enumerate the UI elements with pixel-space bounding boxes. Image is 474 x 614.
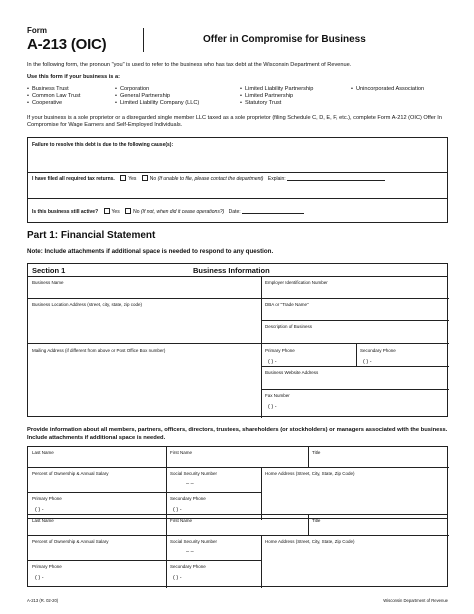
- location-address-label: Business Location Address (street, city, state, zip code): [32, 302, 142, 307]
- explain-field[interactable]: [287, 176, 385, 181]
- business-active-row: [32, 208, 451, 215]
- divider: [356, 343, 357, 366]
- title-field[interactable]: [309, 515, 448, 535]
- location-address-field[interactable]: [28, 299, 260, 343]
- primary-phone-label: Primary Phone: [32, 564, 62, 569]
- ssn-label: Social Security Number: [170, 471, 218, 476]
- list-item: • Cooperative: [27, 100, 80, 107]
- home-address-field[interactable]: [262, 468, 448, 519]
- secondary-phone-field[interactable]: ( ) -: [363, 359, 372, 365]
- business-types-col-4: [351, 86, 424, 93]
- secondary-phone-field[interactable]: ( ) -: [173, 575, 182, 581]
- list-item: • Statutory Trust: [240, 100, 313, 107]
- filed-no-checkbox[interactable]: [142, 175, 148, 181]
- first-name-label: First Name: [170, 450, 193, 455]
- primary-phone-field[interactable]: ( ) -: [35, 575, 44, 581]
- first-name-label: First Name: [170, 518, 193, 523]
- last-name-label: Last Name: [32, 450, 54, 455]
- ssn-field[interactable]: – –: [186, 481, 194, 487]
- ein-label: Employer Identification Number: [265, 280, 328, 285]
- divider: [261, 389, 449, 390]
- website-label: Business Website Address: [265, 370, 319, 375]
- divider: [28, 172, 447, 173]
- first-name-field[interactable]: [167, 447, 308, 467]
- primary-phone-field[interactable]: ( ) -: [35, 507, 44, 513]
- active-no-label: No: [133, 209, 140, 215]
- secondary-phone-label: Secondary Phone: [360, 348, 396, 353]
- secondary-phone-label: Secondary Phone: [170, 564, 206, 569]
- ownership-label: Percent of Ownership & Annual Salary: [32, 539, 109, 544]
- fax-label: Fax Number: [265, 393, 290, 398]
- business-name-field[interactable]: [28, 278, 260, 298]
- part1-title: Part 1: Financial Statement: [27, 230, 156, 241]
- list-item: • Corporation: [115, 86, 199, 93]
- filed-returns-row: [32, 175, 451, 182]
- filed-yes-label: Yes: [128, 176, 137, 182]
- last-name-field[interactable]: [28, 447, 166, 467]
- secondary-phone-field[interactable]: ( ) -: [173, 507, 182, 513]
- list-item: • Limited Liability Company (LLC): [115, 100, 199, 107]
- members-intro: Provide information about all members, partners, officers, directors, trustees, shareholders (or stockholders) or managers associated with the business. Include attachments if additional space is needed.: [27, 427, 448, 441]
- home-address-label: Home Address (Street, City, State, Zip Code): [265, 471, 355, 476]
- filed-yes-checkbox[interactable]: [120, 175, 126, 181]
- mailing-address-field[interactable]: [28, 344, 260, 417]
- date-label: Date:: [228, 209, 241, 215]
- document-title: Offer in Compromise for Business: [203, 34, 366, 45]
- debt-cause-box: [27, 137, 448, 223]
- first-name-field[interactable]: [167, 515, 308, 535]
- primary-phone-field[interactable]: ( ) -: [268, 359, 277, 365]
- mailing-address-label: Mailing Address (if different from above or Post Office Box number): [32, 348, 166, 353]
- list-item: • Business Trust: [27, 86, 80, 93]
- divider: [28, 198, 447, 199]
- ownership-field[interactable]: [28, 536, 166, 560]
- part1-note: Note: Include attachments if additional space is needed to respond to any question.: [27, 248, 274, 255]
- description-field[interactable]: [262, 321, 448, 343]
- home-address-field[interactable]: [262, 536, 448, 587]
- business-types-col-2: [115, 86, 199, 107]
- divider: [166, 560, 167, 588]
- primary-phone-label: Primary Phone: [32, 496, 62, 501]
- business-active-label: Is this business still active?: [32, 209, 99, 215]
- primary-phone-label: Primary Phone: [265, 348, 295, 353]
- list-item: • Limited Liability Partnership: [240, 86, 313, 93]
- section1-title: Business Information: [193, 266, 270, 275]
- fax-field[interactable]: ( ) -: [268, 404, 277, 410]
- website-field[interactable]: [262, 367, 448, 389]
- business-types-col-1: [27, 86, 80, 107]
- dba-field[interactable]: [262, 299, 448, 320]
- ssn-label: Social Security Number: [170, 539, 218, 544]
- section1-header: [28, 264, 447, 277]
- list-item: • Unincorporated Association: [351, 86, 424, 93]
- use-heading: Use this form if your business is a:: [27, 74, 120, 80]
- active-yes-label: Yes: [111, 209, 120, 215]
- active-no-note: (If not, when did it cease operations?): [140, 209, 225, 215]
- title-divider: [143, 28, 144, 52]
- ownership-label: Percent of Ownership & Annual Salary: [32, 471, 109, 476]
- form-label: Form: [27, 26, 47, 35]
- cease-date-field[interactable]: [242, 209, 304, 214]
- divider: [28, 560, 261, 561]
- ein-field[interactable]: [262, 278, 448, 298]
- home-address-label: Home Address (Street, City, State, Zip Code): [265, 539, 355, 544]
- member-box-1: [27, 446, 448, 519]
- sole-proprietor-note: If your business is a sole proprietor or a disregarded single member LLC taxed as a sole proprietor (filing Schedule C, D, E, F, etc.), complete Form A-212 (OIC) Offer In Compromise for Wage Earners and Self-Employed Individuals.: [27, 115, 442, 128]
- member-box-2: [27, 514, 448, 587]
- footer-form-revision: A-213 (R. 02-20): [27, 598, 59, 603]
- failure-cause-field[interactable]: [28, 150, 447, 170]
- section1-label: Section 1: [32, 266, 66, 275]
- filed-returns-label: I have filed all required tax returns.: [32, 176, 115, 182]
- list-item: • Limited Partnership: [240, 93, 313, 100]
- last-name-field[interactable]: [28, 515, 166, 535]
- ownership-field[interactable]: [28, 468, 166, 492]
- last-name-label: Last Name: [32, 518, 54, 523]
- title-label: Title: [312, 518, 321, 523]
- intro-text: In the following form, the pronoun "you" is used to refer to the business who has tax debt at the Wisconsin Department of Revenue.: [27, 62, 352, 68]
- business-name-label: Business Name: [32, 280, 64, 285]
- secondary-phone-label: Secondary Phone: [170, 496, 206, 501]
- section1-business-info: [27, 263, 448, 417]
- failure-cause-label: Failure to resolve this debt is due to the following cause(s):: [32, 142, 174, 148]
- filed-no-note: (If unable to file, please contact the department): [157, 176, 264, 182]
- explain-label: Explain:: [267, 176, 286, 182]
- description-label: Description of Business: [265, 324, 313, 329]
- active-yes-checkbox[interactable]: [104, 208, 110, 214]
- list-item: • General Partnership: [115, 93, 199, 100]
- dba-label: DBA or "Trade Name": [265, 302, 309, 307]
- filed-no-label: No: [149, 176, 157, 182]
- footer-agency: Wisconsin Department of Revenue: [383, 598, 448, 603]
- list-item: • Common Law Trust: [27, 93, 80, 100]
- active-no-checkbox[interactable]: [125, 208, 131, 214]
- title-label: Title: [312, 450, 321, 455]
- form-number: A-213 (OIC): [27, 36, 107, 53]
- title-field[interactable]: [309, 447, 448, 467]
- business-types-col-3: [240, 86, 313, 107]
- divider: [28, 492, 261, 493]
- ssn-field[interactable]: – –: [186, 549, 194, 555]
